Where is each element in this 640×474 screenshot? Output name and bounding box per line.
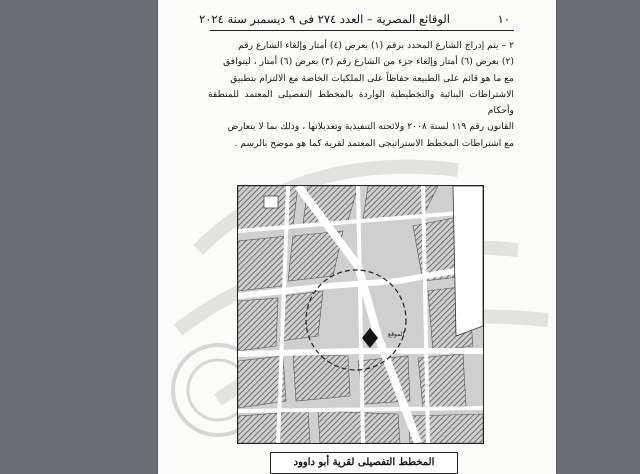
paragraph-line: القانون رقم ١١٩ لسنة ٢٠٠٨ ولائحته التنفيذية وتعديلاتها ، وذلك بما لا يتعارض [227, 121, 514, 133]
document-page [158, 0, 556, 474]
header-rule [210, 30, 514, 31]
paragraph-line: الاشتراطات البنائية والتخطيطية الواردة بالمخطط التفصيلى المعتمد للمنطقة وأحكام [208, 88, 514, 117]
paragraph-line: ٢ – يتم إدراج الشارع المحدد برقم (١) بعرض (٤) أمتار وإلغاء الشارع رقم [238, 40, 514, 51]
map-caption: المخطط التفصيلى لقرية أبو داوود [270, 452, 458, 474]
map-site-label: الموقع [388, 331, 405, 338]
paragraph-line: مع اشتراطات المخطط الاستراتيجى المعتمد لقرية كما هو موضح بالرسم . [234, 137, 514, 149]
detailed-plan-map [237, 185, 484, 444]
page-number: ١٠ [497, 12, 510, 26]
issue-line: الوقائع المصرية – العدد ٢٧٤ فى ٩ ديسمبر سنة ٢٠٢٤ [199, 12, 450, 26]
map-drawing [238, 186, 483, 443]
running-header [199, 12, 510, 30]
paragraph-line: مع ما هو قائم على الطبيعة حفاظاً على الملكيات الخاصة مع الالتزام بتطبيق [230, 72, 514, 84]
paragraph-line: (٢) بعرض (٦) أمتار وإلغاء جزء من الشارع رقم (٣) بعرض (٦) أمتار ، ليتوافق [223, 56, 514, 68]
decree-paragraph [208, 38, 514, 152]
